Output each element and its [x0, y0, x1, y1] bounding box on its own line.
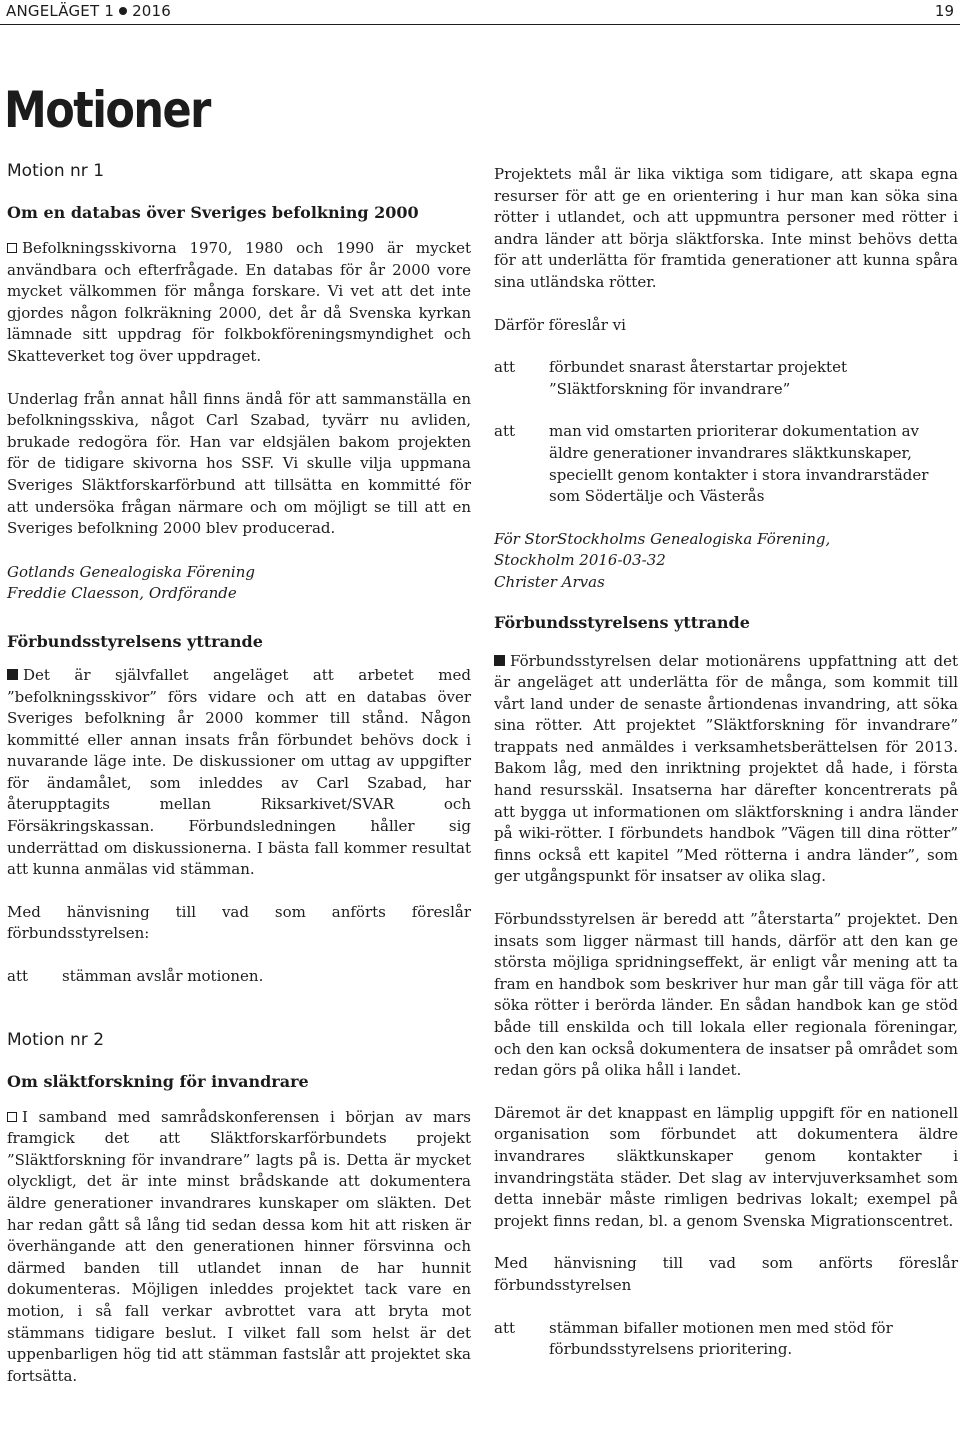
- checkbox-bullet-icon: [7, 243, 17, 253]
- signature-line: Stockholm 2016-03-32: [494, 551, 666, 570]
- motion-1-label: Motion nr 1: [7, 161, 105, 181]
- motion-1-paragraph-1: [7, 238, 471, 368]
- proposal-key: att: [494, 1318, 515, 1337]
- motion-1-proposal: [7, 966, 471, 988]
- proposal-text: förbundet snarast återstartar projektet ”Släktforskning för invandrare”: [549, 358, 847, 398]
- motion-2-referral: Med hänvisning till vad som anförts föreslår förbundsstyrelsen: [494, 1254, 958, 1294]
- motion-2-proposal-2: [494, 421, 958, 507]
- motion-1-heading: Om en databas över Sveriges befolkning 2000: [7, 203, 419, 222]
- signature-line: För StorStockholms Genealogiska Förening,: [494, 529, 831, 548]
- right-column: [494, 164, 958, 1361]
- motion-2-label: Motion nr 2: [7, 1029, 105, 1050]
- motion-2-board-paragraph-2: Förbundsstyrelsen är beredd att ”återstarta” projektet. Den insats som ligger närmast till hands, därför att den kan ge största möjliga spridningseffekt, är enligt vår mening att ta fram en handbok som beskriver hur man går till väga för att söka rötter i berörda länder. En sådan handbok kan ge stöd både till enskilda och till lokala eller regionala föreningar, och den kan också dokumentera de insatser på området som redan görs på olika håll i landet.: [494, 910, 958, 1080]
- proposal-text: stämman bifaller motionen men med stöd för förbundsstyrelsens prioritering.: [549, 1318, 893, 1359]
- page-number: 19: [934, 2, 954, 20]
- proposal-key: att: [7, 967, 28, 986]
- section-label: [6, 0, 171, 22]
- proposal-key: att: [494, 422, 515, 441]
- motion-1-signature: [7, 562, 471, 605]
- signature-line: Gotlands Genealogiska Förening: [7, 562, 255, 581]
- left-column: [7, 160, 471, 1387]
- motion-2-board-heading: Förbundsstyrelsens yttrande: [494, 612, 750, 632]
- section-year: 2016: [132, 2, 172, 20]
- motion-1-paragraph-1-text: Befolkningsskivorna 1970, 1980 och 1990 är mycket användbara och efterfrågade. En databas för år 2000 vore mycket välkommen för många forskare. Vi vet att det inte gjordes någon folkräkning 2000, det år då Svenska kyrkan lämnade sitt uppdrag för folkbokföreningsmyndighet och Skatteverket tog över uppdraget.: [7, 239, 471, 365]
- motion-1-board-text-body: Det är självfallet angeläget att arbetet med ”befolkningsskivor” förs vidare och att en databas över Sveriges befolkning år 2000 kommer till stånd. Någon kommitté eller annan insats från förbundet behövs dock i nuvarande läge inte. De diskussioner om uttag av uppgifter för ändamålet, som inleddes av Carl Szabad, har återupptagits mellan Riksarkivet/SVAR och Försäkringskassan. Förbundsledningen håller sig underrättad om diskussionerna. I bästa fall kommer resultat att kunna anmälas vid stämman.: [7, 665, 471, 879]
- proposal-text: man vid omstarten prioriterar dokumentation av äldre generationer invandrares släktkunskaper, speciellt genom kontakter i stora invandrarstäder som Södertälje och Västerås: [549, 422, 929, 506]
- proposal-key: att: [494, 358, 515, 377]
- signature-line: Christer Arvas: [494, 572, 605, 591]
- checkbox-bullet-icon: [7, 1112, 17, 1122]
- motion-1-board-text: [7, 665, 471, 881]
- motion-2-paragraph-1-text: I samband med samrådskonferensen i början av mars framgick det att Släktforskarförbundets projekt ”Släktforskning för invandrare” lagts på is. Detta är mycket olyckligt, det är inte minst brådskande att dokumentera äldre generationer invandrares kunskaper om släkten. Det har redan gått så lång tid sedan dessa kom hit att risken är överhängande att den generationen hinner försvinna och därmed banden till utlandet innan de har hunnit dokumenteras. Möjligen inleddes projektet tack vare en motion, i så fall verkar avbrottet vara att bryta mot stämmans tidigare beslut. I vilket fall som helst är det uppenbarligen hög tid att stämman fastslår att projektet ska fortsätta.: [7, 1107, 471, 1385]
- signature-line: Freddie Claesson, Ordförande: [7, 584, 237, 603]
- motion-2-paragraph-1: [7, 1107, 471, 1388]
- motion-2-propose-intro: Därför föreslår vi: [494, 315, 626, 334]
- page-title: Motioner: [4, 81, 210, 139]
- proposal-text: stämman avslår motionen.: [62, 967, 264, 986]
- square-bullet-icon: [494, 655, 505, 666]
- motion-2-final-proposal: [494, 1318, 958, 1361]
- motion-2-board-paragraph-1: [494, 651, 958, 889]
- square-bullet-icon: [7, 669, 18, 680]
- motion-1-paragraph-2: Underlag från annat håll finns ändå för att sammanställa en befolkningsskiva, något Carl Szabad, tyvärr nu avliden, brukade redogöra för. Han var eldsjälen bakom projekten för de tidigare skivorna hos SSF. Vi skulle vilja uppmana Sveriges Släktforskarförbund att tillsätta en kommitté för att undersöka frågan närmare och om möjligt se till att en Sveriges befolkning 2000 blev producerad.: [7, 389, 471, 538]
- motion-1-referral: Med hänvisning till vad som anförts föreslår förbundsstyrelsen:: [7, 902, 471, 943]
- motion-2-heading: Om släktforskning för invandrare: [7, 1071, 309, 1091]
- section-name: ANGELÄGET 1: [6, 2, 115, 20]
- page-header: [0, 0, 960, 25]
- motion-2-signature: [494, 529, 958, 594]
- motion-2-board-paragraph-3: Däremot är det knappast en lämplig uppgift för en nationell organisation som förbundet att dokumentera äldre invandrares släktkunskaper genom kontakter i invandringstäta städer. Det slag av intervjuverksamhet som detta innebär måste rimligen bedrivas lokalt; exempel på projekt finns redan, bl. a genom Svenska Migrationscentret.: [494, 1103, 958, 1230]
- motion-2-proposal-1: [494, 357, 958, 400]
- motion-2-paragraph-2: Projektets mål är lika viktiga som tidigare, att skapa egna resurser för att ge en orientering i hur man kan söka sina rötter i utlandet, och att uppmuntra personer med rötter i andra länder att börja släktforska. Inte minst behövs detta för att underlätta för framtida generationer att kunna spåra sina utländska rötter.: [494, 165, 958, 291]
- motion-1-board-heading: Förbundsstyrelsens yttrande: [7, 631, 263, 651]
- bullet-dot-icon: [119, 7, 127, 15]
- motion-2-board-paragraph-1-text: Förbundsstyrelsen delar motionärens uppfattning att det är angeläget att underlätta för de många, som kommit till vårt land under de senaste årtiondenas invandring, att söka sina rötter. Att projektet ”Släktforskning för invandrare” trappats ned anmäldes i verksamhetsberättelsen för 2013. Bakom låg, med den inriktning projektet då hade, i första hand resursskäl. Insatserna har därefter koncentrerats på att bygga ut informationen om släktforskning i andra länder på wiki-rötter. I förbundets handbok ”Vägen till dina rötter” finns också ett kapitel ”Med rötterna i andra länder”, som ger utgångspunkt för insatser av olika slag.: [494, 651, 958, 886]
